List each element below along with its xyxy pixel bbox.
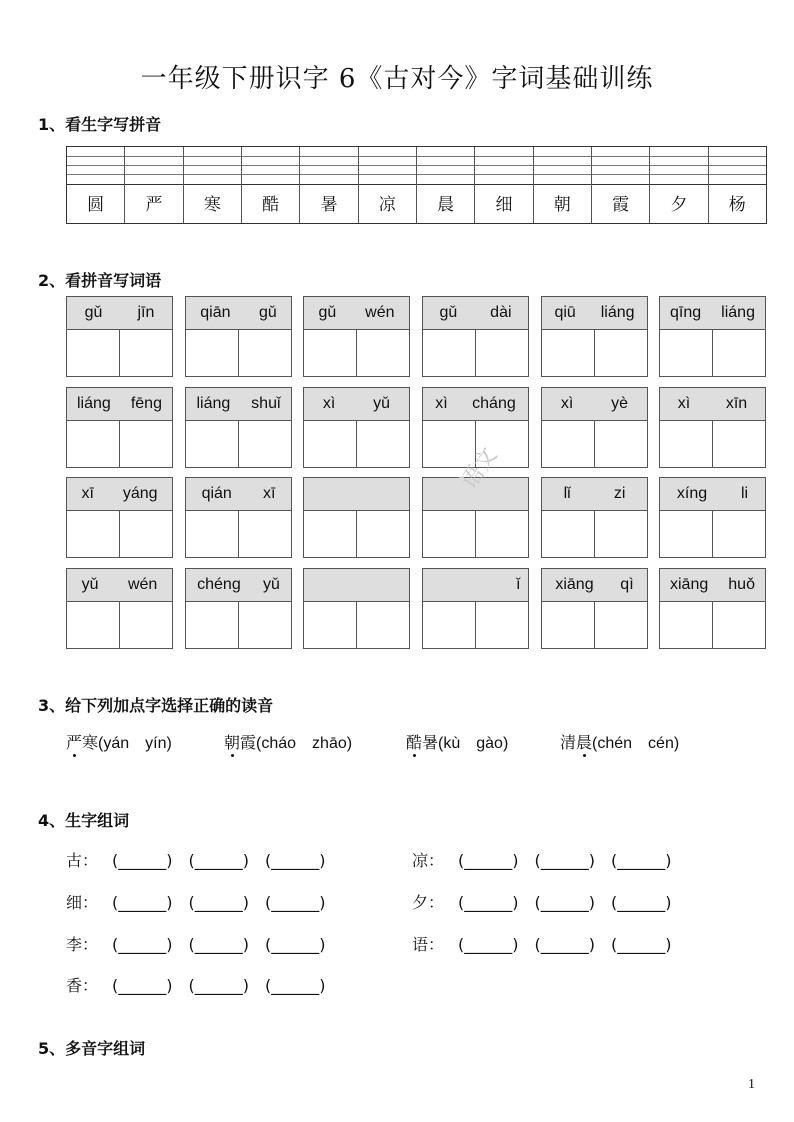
pinyin-syllable: xiāng bbox=[670, 576, 709, 593]
hanzi-char: 朝 bbox=[553, 195, 571, 215]
answer-blank[interactable]: (______) bbox=[112, 976, 173, 995]
pinyin-syllable: yǔ bbox=[262, 576, 280, 593]
answer-blank[interactable]: (______) bbox=[264, 935, 326, 954]
pinyin-writing-grid bbox=[66, 146, 767, 224]
pinyin-area-bottom-line bbox=[184, 184, 241, 185]
writing-cell[interactable] bbox=[120, 330, 172, 376]
reading-choice-item bbox=[66, 730, 172, 753]
pinyin-syllable: shuǐ bbox=[251, 395, 281, 412]
pinyin-area-bottom-line bbox=[417, 184, 474, 185]
writing-cell[interactable] bbox=[120, 602, 172, 648]
pinyin-syllable: xiāng bbox=[555, 576, 594, 593]
writing-cell[interactable] bbox=[713, 330, 765, 376]
writing-cell[interactable] bbox=[239, 602, 291, 648]
pinyin-header bbox=[186, 297, 291, 330]
pinyin-syllable: qiū bbox=[554, 304, 576, 321]
word-building-row bbox=[66, 848, 341, 871]
pinyin-guide-line bbox=[67, 156, 124, 157]
pinyin-syllable: qián bbox=[201, 485, 232, 502]
pinyin-header bbox=[67, 569, 172, 602]
target-char: 李： bbox=[66, 935, 99, 954]
target-char: 夕： bbox=[412, 893, 445, 912]
pinyin-area-bottom-line bbox=[67, 184, 124, 185]
writing-cell[interactable] bbox=[713, 421, 765, 467]
pinyin-guide-line bbox=[475, 174, 532, 175]
writing-cell[interactable] bbox=[304, 330, 357, 376]
pinyin-guide-line bbox=[67, 165, 124, 166]
pinyin-guide-line bbox=[359, 156, 416, 157]
writing-cell[interactable] bbox=[239, 330, 291, 376]
writing-cell[interactable] bbox=[476, 602, 528, 648]
writing-cell[interactable] bbox=[239, 421, 291, 467]
pinyin-syllable: qīng bbox=[670, 304, 702, 321]
writing-cell[interactable] bbox=[542, 330, 595, 376]
pinyin-guide-line bbox=[125, 174, 182, 175]
writing-cell[interactable] bbox=[357, 602, 409, 648]
pinyin-guide-line bbox=[67, 174, 124, 175]
pinyin-header bbox=[542, 569, 647, 602]
word-box bbox=[541, 387, 648, 468]
char-column bbox=[417, 147, 475, 223]
pinyin-syllable: xì bbox=[677, 395, 691, 412]
pinyin-syllable: li bbox=[740, 485, 749, 502]
pinyin-syllable: liáng bbox=[600, 304, 635, 321]
pinyin-syllable: liáng bbox=[196, 395, 231, 412]
word-box bbox=[66, 387, 173, 468]
hanzi-char: 酷 bbox=[262, 195, 280, 215]
pinyin-syllable: xì bbox=[322, 395, 336, 412]
pinyin-guide-line bbox=[475, 165, 532, 166]
pinyin-syllable: ǐ bbox=[516, 576, 520, 593]
char-column bbox=[300, 147, 358, 223]
word-building-row bbox=[66, 890, 341, 913]
writing-cell[interactable] bbox=[239, 511, 291, 557]
pinyin-area-bottom-line bbox=[125, 184, 182, 185]
word-building-row bbox=[412, 848, 687, 871]
pinyin-syllable: wén bbox=[365, 304, 395, 321]
pinyin-header bbox=[660, 569, 765, 602]
pinyin-guide-line bbox=[184, 165, 241, 166]
word-char: 暑 bbox=[422, 735, 439, 752]
word-building-row bbox=[412, 932, 687, 955]
pinyin-syllable: fēng bbox=[130, 395, 162, 412]
pinyin-syllable: xī bbox=[262, 485, 276, 502]
writing-cell[interactable] bbox=[67, 421, 120, 467]
reading-choice-item bbox=[560, 730, 679, 753]
pinyin-syllable: xī bbox=[81, 485, 94, 502]
pinyin-guide-line bbox=[242, 165, 299, 166]
hanzi-char: 杨 bbox=[728, 195, 746, 215]
target-char: 古： bbox=[66, 851, 99, 870]
pinyin-syllable: cháng bbox=[472, 395, 516, 412]
answer-blank[interactable]: (______) bbox=[112, 851, 173, 870]
writing-cell[interactable] bbox=[542, 511, 595, 557]
reading-choice-item bbox=[406, 730, 508, 753]
word-box bbox=[66, 477, 173, 558]
pinyin-header bbox=[423, 297, 528, 330]
word-building-row bbox=[66, 973, 341, 996]
section2-heading: 2、看拼音写词语 bbox=[38, 271, 162, 290]
hanzi-char: 夕 bbox=[670, 195, 688, 215]
pinyin-header bbox=[423, 388, 528, 421]
answer-blank[interactable]: (______) bbox=[534, 893, 595, 912]
page-title: 一年级下册识字 6《古对今》字词基础训练 bbox=[140, 64, 654, 94]
answer-blank[interactable]: (______) bbox=[112, 935, 173, 954]
pinyin-syllable: liáng bbox=[721, 304, 755, 321]
char-column bbox=[242, 147, 300, 223]
answer-blank[interactable]: (______) bbox=[188, 893, 249, 912]
char-column bbox=[709, 147, 766, 223]
pinyin-syllable: yǔ bbox=[81, 576, 99, 593]
pinyin-guide-line bbox=[709, 165, 766, 166]
pinyin-header bbox=[186, 478, 291, 511]
pinyin-header bbox=[660, 297, 765, 330]
word-box bbox=[66, 568, 173, 649]
hanzi-char: 暑 bbox=[320, 195, 338, 215]
writing-cell[interactable] bbox=[423, 602, 476, 648]
word-box bbox=[303, 477, 410, 558]
pinyin-syllable: qì bbox=[620, 576, 634, 593]
writing-cell[interactable] bbox=[67, 511, 120, 557]
word-box bbox=[185, 296, 292, 377]
watermark: 语文 bbox=[456, 443, 503, 494]
pinyin-area-bottom-line bbox=[359, 184, 416, 185]
char-column bbox=[67, 147, 125, 223]
pinyin-guide-line bbox=[125, 165, 182, 166]
pinyin-area-bottom-line bbox=[592, 184, 649, 185]
hanzi-char: 严 bbox=[145, 195, 163, 215]
writing-cell[interactable] bbox=[595, 602, 647, 648]
pinyin-area-bottom-line bbox=[650, 184, 707, 185]
word-char: 严 bbox=[66, 735, 83, 752]
pinyin-syllable: dài bbox=[490, 304, 512, 321]
pinyin-syllable: xì bbox=[560, 395, 574, 412]
answer-blank[interactable]: (______) bbox=[610, 893, 672, 912]
word-char: 晨 bbox=[576, 735, 593, 752]
writing-cell[interactable] bbox=[595, 421, 647, 467]
word-box bbox=[185, 477, 292, 558]
writing-cell[interactable] bbox=[120, 421, 172, 467]
char-column bbox=[592, 147, 650, 223]
writing-cell[interactable] bbox=[186, 421, 239, 467]
pinyin-header bbox=[660, 388, 765, 421]
writing-cell[interactable] bbox=[595, 511, 647, 557]
pinyin-syllable: chéng bbox=[197, 576, 241, 593]
pinyin-syllable: huǒ bbox=[728, 576, 755, 593]
pinyin-options[interactable]: (cháo zhāo) bbox=[256, 735, 353, 752]
answer-blank[interactable]: (______) bbox=[458, 893, 519, 912]
pinyin-guide-line bbox=[184, 156, 241, 157]
word-box bbox=[185, 568, 292, 649]
answer-blank[interactable]: (______) bbox=[264, 851, 326, 870]
pinyin-syllable: xīn bbox=[725, 395, 748, 412]
word-box bbox=[541, 477, 648, 558]
hanzi-char: 凉 bbox=[378, 195, 396, 215]
pinyin-guide-line bbox=[475, 156, 532, 157]
pinyin-guide-line bbox=[534, 165, 591, 166]
char-column bbox=[475, 147, 533, 223]
pinyin-header bbox=[304, 478, 409, 511]
pinyin-syllable: lǐ bbox=[563, 485, 571, 502]
pinyin-guide-line bbox=[534, 174, 591, 175]
writing-cell[interactable] bbox=[357, 511, 409, 557]
writing-cell[interactable] bbox=[713, 602, 765, 648]
word-box bbox=[659, 568, 766, 649]
pinyin-header bbox=[304, 569, 409, 602]
writing-cell[interactable] bbox=[660, 421, 713, 467]
pinyin-options[interactable]: (yán yín) bbox=[98, 735, 172, 752]
writing-cell[interactable] bbox=[713, 511, 765, 557]
pinyin-header bbox=[423, 569, 528, 602]
writing-cell[interactable] bbox=[186, 330, 239, 376]
target-char: 凉： bbox=[412, 851, 445, 870]
hanzi-char: 晨 bbox=[437, 195, 455, 215]
word-box bbox=[303, 568, 410, 649]
pinyin-guide-line bbox=[359, 174, 416, 175]
pinyin-header bbox=[304, 388, 409, 421]
answer-blank[interactable]: (______) bbox=[188, 976, 249, 995]
hanzi-char: 圆 bbox=[87, 195, 105, 215]
pinyin-guide-line bbox=[242, 174, 299, 175]
word-box bbox=[66, 296, 173, 377]
pinyin-header bbox=[67, 297, 172, 330]
answer-blank[interactable]: (______) bbox=[610, 935, 672, 954]
pinyin-syllable: gǔ bbox=[258, 304, 277, 321]
answer-blank[interactable]: (______) bbox=[264, 893, 326, 912]
pinyin-syllable: qiān bbox=[200, 304, 231, 321]
writing-cell[interactable] bbox=[67, 602, 120, 648]
pinyin-syllable: xì bbox=[435, 395, 448, 412]
writing-cell[interactable] bbox=[120, 511, 172, 557]
word-box bbox=[303, 296, 410, 377]
pinyin-guide-line bbox=[592, 156, 649, 157]
pinyin-guide-line bbox=[184, 174, 241, 175]
char-column bbox=[534, 147, 592, 223]
pinyin-header bbox=[67, 388, 172, 421]
writing-cell[interactable] bbox=[476, 330, 528, 376]
pinyin-syllable: yáng bbox=[122, 485, 158, 502]
writing-cell[interactable] bbox=[542, 421, 595, 467]
pinyin-guide-line bbox=[650, 165, 707, 166]
pinyin-guide-line bbox=[709, 156, 766, 157]
pinyin-area-bottom-line bbox=[300, 184, 357, 185]
writing-cell[interactable] bbox=[660, 330, 713, 376]
word-box bbox=[541, 568, 648, 649]
pinyin-syllable: jīn bbox=[137, 304, 155, 321]
pinyin-area-bottom-line bbox=[534, 184, 591, 185]
writing-cell[interactable] bbox=[186, 602, 239, 648]
pinyin-header bbox=[67, 478, 172, 511]
word-box bbox=[659, 477, 766, 558]
writing-cell[interactable] bbox=[476, 511, 528, 557]
writing-cell[interactable] bbox=[304, 602, 357, 648]
pinyin-guide-line bbox=[300, 165, 357, 166]
pinyin-guide-line bbox=[242, 156, 299, 157]
writing-cell[interactable] bbox=[423, 330, 476, 376]
writing-cell[interactable] bbox=[186, 511, 239, 557]
hanzi-char: 霞 bbox=[612, 195, 630, 215]
writing-cell[interactable] bbox=[542, 602, 595, 648]
pinyin-guide-line bbox=[592, 174, 649, 175]
word-box bbox=[303, 387, 410, 468]
pinyin-header bbox=[542, 388, 647, 421]
hanzi-char: 细 bbox=[495, 195, 513, 215]
char-column bbox=[184, 147, 242, 223]
pinyin-header bbox=[186, 388, 291, 421]
word-char: 清 bbox=[560, 735, 577, 752]
writing-cell[interactable] bbox=[304, 421, 357, 467]
pinyin-guide-line bbox=[709, 174, 766, 175]
pinyin-header bbox=[660, 478, 765, 511]
answer-blank[interactable]: (______) bbox=[458, 851, 519, 870]
word-box bbox=[422, 296, 529, 377]
answer-blank[interactable]: (______) bbox=[534, 851, 595, 870]
pinyin-area-bottom-line bbox=[242, 184, 299, 185]
pinyin-syllable: yè bbox=[611, 395, 629, 412]
answer-blank[interactable]: (______) bbox=[188, 851, 249, 870]
pinyin-guide-line bbox=[417, 156, 474, 157]
pinyin-guide-line bbox=[534, 156, 591, 157]
pinyin-guide-line bbox=[650, 174, 707, 175]
writing-cell[interactable] bbox=[595, 330, 647, 376]
page-number: 1 bbox=[748, 1077, 755, 1092]
target-char: 香： bbox=[66, 976, 99, 995]
writing-cell[interactable] bbox=[423, 511, 476, 557]
writing-cell[interactable] bbox=[357, 421, 409, 467]
pinyin-options[interactable]: (chén cén) bbox=[592, 735, 680, 752]
word-box bbox=[659, 296, 766, 377]
hanzi-char: 寒 bbox=[203, 195, 221, 215]
word-char: 朝 bbox=[224, 735, 241, 752]
pinyin-guide-line bbox=[650, 156, 707, 157]
pinyin-guide-line bbox=[592, 165, 649, 166]
pinyin-syllable: gǔ bbox=[318, 304, 337, 321]
word-char: 寒 bbox=[82, 735, 99, 752]
answer-blank[interactable]: (______) bbox=[112, 893, 173, 912]
section1-heading: 1、看生字写拼音 bbox=[38, 115, 162, 134]
pinyin-header bbox=[542, 478, 647, 511]
pinyin-guide-line bbox=[300, 156, 357, 157]
char-column bbox=[359, 147, 417, 223]
pinyin-area-bottom-line bbox=[475, 184, 532, 185]
word-char: 酷 bbox=[406, 735, 423, 752]
word-box bbox=[541, 296, 648, 377]
answer-blank[interactable]: (______) bbox=[534, 935, 595, 954]
section3-heading: 3、给下列加点字选择正确的读音 bbox=[38, 696, 274, 715]
answer-blank[interactable]: (______) bbox=[458, 935, 519, 954]
pinyin-syllable: gǔ bbox=[84, 304, 103, 321]
pinyin-guide-line bbox=[417, 165, 474, 166]
char-column bbox=[650, 147, 708, 223]
word-char: 霞 bbox=[240, 735, 257, 752]
pinyin-area-bottom-line bbox=[709, 184, 766, 185]
pinyin-guide-line bbox=[359, 165, 416, 166]
char-column bbox=[125, 147, 183, 223]
answer-blank[interactable]: (______) bbox=[610, 851, 672, 870]
word-box bbox=[422, 568, 529, 649]
pinyin-syllable: yǔ bbox=[373, 395, 391, 412]
writing-cell[interactable] bbox=[357, 330, 409, 376]
pinyin-syllable: wén bbox=[127, 576, 158, 593]
pinyin-options[interactable]: (kù gào) bbox=[438, 735, 509, 752]
target-char: 细： bbox=[66, 893, 99, 912]
writing-cell[interactable] bbox=[304, 511, 357, 557]
pinyin-guide-line bbox=[125, 156, 182, 157]
pinyin-header bbox=[542, 297, 647, 330]
writing-cell[interactable] bbox=[660, 511, 713, 557]
reading-choice-item bbox=[224, 730, 352, 753]
word-building-row bbox=[412, 890, 687, 913]
pinyin-header bbox=[186, 569, 291, 602]
answer-blank[interactable]: (______) bbox=[188, 935, 249, 954]
pinyin-header bbox=[304, 297, 409, 330]
writing-cell[interactable] bbox=[67, 330, 120, 376]
writing-cell[interactable] bbox=[660, 602, 713, 648]
word-box bbox=[185, 387, 292, 468]
section5-heading: 5、多音字组词 bbox=[38, 1039, 146, 1058]
pinyin-syllable: gǔ bbox=[439, 304, 458, 321]
answer-blank[interactable]: (______) bbox=[264, 976, 326, 995]
word-box bbox=[659, 387, 766, 468]
word-building-row bbox=[66, 932, 341, 955]
pinyin-syllable: liáng bbox=[77, 395, 111, 412]
pinyin-guide-line bbox=[300, 174, 357, 175]
section4-heading: 4、生字组词 bbox=[38, 811, 130, 830]
pinyin-syllable: xíng bbox=[676, 485, 708, 502]
pinyin-guide-line bbox=[417, 174, 474, 175]
target-char: 语： bbox=[412, 935, 445, 954]
pinyin-syllable: zi bbox=[613, 485, 626, 502]
